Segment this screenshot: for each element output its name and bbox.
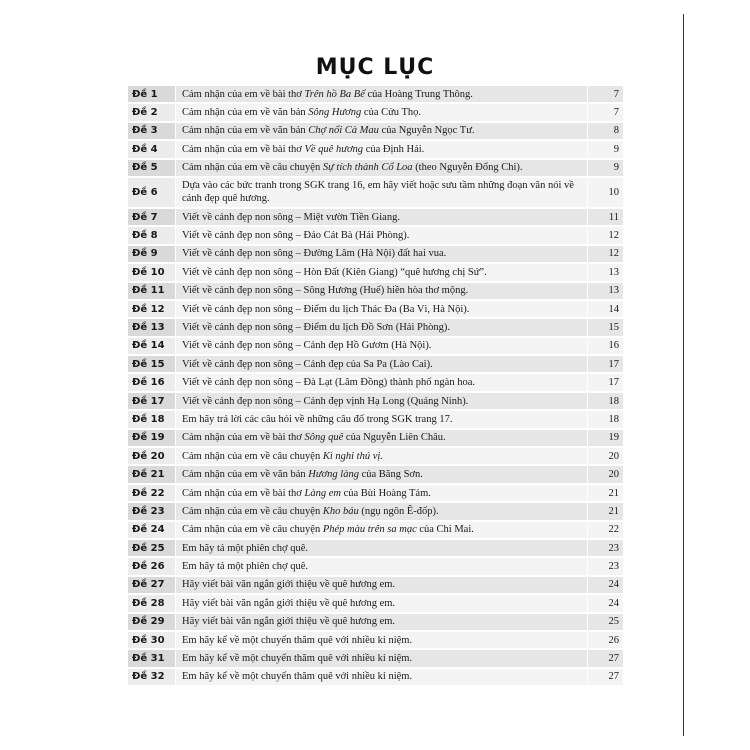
toc-row [128, 448, 624, 466]
toc-label: Đề 23 [128, 503, 176, 519]
toc-row [128, 246, 624, 264]
toc-label: Đề 14 [128, 338, 176, 354]
toc-label: Đề 26 [128, 558, 176, 574]
toc-title-pre: Viết về cảnh đẹp non sông – Hòn Đất (Kiên Giang) “quê hương chị Sứ”. [182, 266, 487, 278]
toc-row [128, 141, 624, 159]
toc-row [128, 466, 624, 484]
toc-page-number: 7 [588, 86, 624, 102]
toc-page-number: 20 [588, 448, 624, 464]
toc-label: Đề 25 [128, 540, 176, 556]
toc-page-number: 16 [588, 338, 624, 354]
toc-title [176, 393, 588, 409]
toc-row [128, 283, 624, 301]
toc-title-text [182, 161, 523, 174]
toc-page-number: 8 [588, 123, 624, 139]
toc-title-text [182, 652, 412, 665]
toc-title-text [182, 143, 424, 156]
toc-label: Đề 24 [128, 522, 176, 538]
toc-title-text [182, 597, 395, 610]
toc-title-text [182, 376, 475, 389]
toc-title-text [182, 124, 475, 137]
toc-title-text [182, 88, 473, 101]
toc-label: Đề 32 [128, 669, 176, 685]
toc-title-pre: Viết về cảnh đẹp non sông – Đường Lâm (Hà Nội) đất hai vua. [182, 248, 447, 260]
toc-title-pre: Viết về cảnh đẹp non sông – Điểm du lịch Đồ Sơn (Hải Phòng). [182, 321, 450, 333]
toc-label: Đề 21 [128, 466, 176, 482]
toc-title-pre: Viết về cảnh đẹp non sông – Cảnh đẹp của Sa Pa (Lào Cai). [182, 358, 433, 370]
toc-row [128, 540, 624, 558]
toc-title [176, 540, 588, 556]
toc-label: Đề 16 [128, 374, 176, 390]
toc-title-text [182, 615, 395, 628]
toc-row [128, 301, 624, 319]
toc-page-number: 25 [588, 614, 624, 630]
toc-title-text [182, 179, 587, 205]
toc-row [128, 227, 624, 245]
toc-title-pre: Cảm nhận của em về câu chuyện [182, 450, 323, 462]
toc-title-text [182, 358, 433, 371]
toc-title-pre: Cảm nhận của em về văn bản [182, 125, 309, 137]
toc-row [128, 264, 624, 282]
toc-row [128, 374, 624, 392]
toc-label: Đề 2 [128, 104, 176, 120]
toc-title-pre: Viết về cảnh đẹp non sông – Miệt vườn Tiền Giang. [182, 211, 400, 223]
toc-page-number: 17 [588, 356, 624, 372]
toc-title [176, 614, 588, 630]
toc-title [176, 485, 588, 501]
toc-title-pre: Cảm nhận của em về câu chuyện [182, 162, 323, 174]
toc-title-post: của Nguyễn Liên Châu. [343, 432, 446, 444]
toc-title [176, 178, 588, 207]
page-title: MỤC LỤC [315, 55, 435, 80]
toc-title-post: của Băng Sơn. [358, 469, 423, 481]
toc-title-text [182, 321, 450, 334]
toc-title-pre: Em hãy kể về một chuyến thăm quê với nhiều kỉ niệm. [182, 653, 413, 665]
toc-title-pre: Em hãy trả lời các câu hỏi về những câu đố trong SGK trang 17. [182, 413, 453, 425]
toc-title-text [182, 523, 474, 536]
toc-title-text [182, 266, 487, 279]
toc-row [128, 160, 624, 178]
toc-label: Đề 6 [128, 178, 176, 207]
toc-row [128, 319, 624, 337]
toc-title [176, 503, 588, 519]
toc-title [176, 123, 588, 139]
toc-title-post: của Bùi Hoàng Tám. [340, 487, 431, 499]
toc-title-pre: Dựa vào các bức tranh trong SGK trang 16, em hãy viết hoặc sưu tầm những đoạn văn nói về cảnh đẹp quê hương. [182, 180, 574, 205]
toc-title-pre: Viết về cảnh đẹp non sông – Sông Hương (Huế) hiền hòa thơ mộng. [182, 285, 469, 297]
toc-title-pre: Em hãy tả một phiên chợ quê. [182, 561, 308, 573]
toc-row [128, 503, 624, 521]
toc-label: Đề 5 [128, 160, 176, 176]
toc-title-text [182, 560, 308, 573]
toc-title-post: (ngụ ngôn Ê-đốp). [358, 505, 439, 517]
toc-title [176, 448, 588, 464]
toc-title-pre: Hãy viết bài văn ngắn giới thiệu về quê hương em. [182, 579, 396, 591]
toc-title [176, 558, 588, 574]
toc-title [176, 430, 588, 446]
toc-title-text [182, 284, 468, 297]
toc-title [176, 160, 588, 176]
toc-label: Đề 4 [128, 141, 176, 157]
toc-page-number: 23 [588, 540, 624, 556]
toc-title-text [182, 106, 421, 119]
toc-title-text [182, 670, 412, 683]
toc-title-italic: Phép màu trên sa mạc [322, 524, 417, 536]
toc-title [176, 209, 588, 225]
toc-page-number: 9 [588, 160, 624, 176]
toc-label: Đề 1 [128, 86, 176, 102]
toc-title [176, 595, 588, 611]
toc-label: Đề 12 [128, 301, 176, 317]
toc-title-pre: Viết về cảnh đẹp non sông – Đảo Cát Bà (Hải Phòng). [182, 230, 410, 242]
toc-title-italic: Về quê hương [304, 143, 364, 155]
toc-page-number: 27 [588, 669, 624, 685]
toc-title-text [182, 487, 431, 500]
toc-row [128, 104, 624, 122]
toc-page-number: 9 [588, 141, 624, 157]
toc-title-pre: Cảm nhận của em về bài thơ [182, 432, 305, 444]
toc-title-italic: Chợ nổi Cà Mau [308, 125, 379, 137]
toc-title-text [182, 431, 446, 444]
toc-row [128, 430, 624, 448]
toc-page-number: 15 [588, 319, 624, 335]
toc-title [176, 669, 588, 685]
toc-title-text [182, 450, 383, 463]
toc-label: Đề 27 [128, 577, 176, 593]
table-of-contents [128, 86, 624, 687]
toc-title [176, 246, 588, 262]
toc-title-pre: Em hãy kể về một chuyến thăm quê với nhiều kỉ niệm. [182, 671, 413, 683]
toc-title-pre: Viết về cảnh đẹp non sông – Cảnh đẹp vịnh Hạ Long (Quảng Ninh). [182, 395, 469, 407]
toc-row [128, 338, 624, 356]
toc-page-number: 24 [588, 577, 624, 593]
toc-title-pre: Viết về cảnh đẹp non sông – Cảnh đẹp Hồ Gươm (Hà Nội). [182, 340, 432, 352]
toc-label: Đề 15 [128, 356, 176, 372]
toc-row [128, 86, 624, 104]
toc-row [128, 209, 624, 227]
toc-page-number: 23 [588, 558, 624, 574]
toc-page-number: 10 [588, 178, 624, 207]
toc-title-pre: Hãy viết bài văn ngắn giới thiệu về quê hương em. [182, 597, 396, 609]
toc-label: Đề 17 [128, 393, 176, 409]
toc-label: Đề 10 [128, 264, 176, 280]
toc-title-text [182, 211, 400, 224]
toc-title-text [182, 505, 439, 518]
toc-row [128, 123, 624, 141]
toc-title [176, 374, 588, 390]
toc-title-text [182, 303, 469, 316]
toc-title [176, 632, 588, 648]
toc-title-pre: Viết về cảnh đẹp non sông – Điểm du lịch Thác Đa (Ba Vì, Hà Nội). [182, 303, 470, 315]
toc-page-number: 24 [588, 595, 624, 611]
toc-title-post: của Nguyễn Ngọc Tư. [378, 125, 475, 137]
toc-title-pre: Em hãy tả một phiên chợ quê. [182, 542, 308, 554]
toc-page-number: 13 [588, 264, 624, 280]
toc-page-number: 20 [588, 466, 624, 482]
toc-title [176, 577, 588, 593]
toc-title-text [182, 634, 412, 647]
toc-title-pre: Cảm nhận của em về văn bản [182, 107, 309, 119]
toc-row [128, 178, 624, 209]
toc-title [176, 650, 588, 666]
toc-page-number: 27 [588, 650, 624, 666]
toc-page-number: 14 [588, 301, 624, 317]
toc-title [176, 86, 588, 102]
toc-page-number: 19 [588, 430, 624, 446]
toc-page-number: 18 [588, 411, 624, 427]
toc-title-pre: Cảm nhận của em về câu chuyện [182, 505, 323, 517]
toc-row [128, 577, 624, 595]
toc-row [128, 595, 624, 613]
toc-page-number: 12 [588, 227, 624, 243]
toc-title-post: của Chi Mai. [416, 524, 474, 536]
page-edge-line [683, 14, 684, 736]
toc-title-pre: Hãy viết bài văn ngắn giới thiệu về quê hương em. [182, 616, 396, 628]
toc-row [128, 522, 624, 540]
toc-row [128, 632, 624, 650]
toc-title [176, 264, 588, 280]
toc-row [128, 411, 624, 429]
toc-label: Đề 3 [128, 123, 176, 139]
toc-title-post: (theo Nguyễn Đổng Chi). [412, 162, 523, 174]
toc-page-number: 18 [588, 393, 624, 409]
toc-title-italic: Sông quê [304, 432, 344, 444]
toc-title-italic: Kho báu [322, 505, 359, 517]
toc-row [128, 558, 624, 576]
toc-title [176, 338, 588, 354]
toc-title-text [182, 229, 409, 242]
toc-label: Đề 13 [128, 319, 176, 335]
toc-title-italic: Trên hồ Ba Bể [304, 88, 365, 100]
toc-title [176, 319, 588, 335]
toc-label: Đề 9 [128, 246, 176, 262]
toc-row [128, 393, 624, 411]
toc-title-pre: Cảm nhận của em về câu chuyện [182, 524, 323, 536]
toc-row [128, 614, 624, 632]
toc-label: Đề 18 [128, 411, 176, 427]
toc-title-pre: Cảm nhận của em về bài thơ [182, 143, 305, 155]
toc-page-number: 13 [588, 283, 624, 299]
toc-title [176, 104, 588, 120]
toc-page-number: 17 [588, 374, 624, 390]
toc-title-italic: Làng em [304, 487, 341, 499]
toc-title-pre: Cảm nhận của em về bài thơ [182, 88, 305, 100]
toc-title [176, 356, 588, 372]
toc-title-pre: Cảm nhận của em về văn bản [182, 469, 309, 481]
toc-label: Đề 31 [128, 650, 176, 666]
toc-title [176, 466, 588, 482]
toc-page-number: 21 [588, 503, 624, 519]
toc-page-number: 11 [588, 209, 624, 225]
toc-title [176, 283, 588, 299]
toc-page-number: 21 [588, 485, 624, 501]
toc-title-text [182, 413, 452, 426]
toc-page-number: 26 [588, 632, 624, 648]
toc-title-italic: Sự tích thành Cổ Loa [322, 162, 413, 174]
toc-label: Đề 8 [128, 227, 176, 243]
toc-title-pre: Em hãy kể về một chuyến thăm quê với nhiều kỉ niệm. [182, 634, 413, 646]
toc-title-italic: Hương làng [308, 469, 359, 481]
toc-title [176, 522, 588, 538]
toc-title-pre: Cảm nhận của em về bài thơ [182, 487, 305, 499]
toc-title-italic: Sông Hương [308, 107, 362, 119]
toc-title-text [182, 395, 468, 408]
toc-label: Đề 22 [128, 485, 176, 501]
toc-title-text [182, 542, 308, 555]
toc-title [176, 141, 588, 157]
toc-title-text [182, 339, 431, 352]
toc-page-number: 12 [588, 246, 624, 262]
toc-label: Đề 20 [128, 448, 176, 464]
toc-title-post: của Cửu Thọ. [361, 107, 422, 119]
toc-title-pre: Viết về cảnh đẹp non sông – Đà Lạt (Lâm Đồng) thành phố ngàn hoa. [182, 377, 476, 389]
toc-label: Đề 19 [128, 430, 176, 446]
toc-title-post: của Hoàng Trung Thông. [364, 88, 473, 100]
toc-row [128, 485, 624, 503]
toc-label: Đề 29 [128, 614, 176, 630]
toc-title-text [182, 247, 446, 260]
toc-title-text [182, 578, 395, 591]
toc-page-number: 7 [588, 104, 624, 120]
toc-title-post: của Định Hải. [363, 143, 425, 155]
toc-row [128, 356, 624, 374]
toc-row [128, 650, 624, 668]
toc-label: Đề 7 [128, 209, 176, 225]
toc-label: Đề 30 [128, 632, 176, 648]
toc-title-italic: Kì nghỉ thú vị. [322, 450, 383, 462]
toc-title-text [182, 468, 423, 481]
toc-title [176, 411, 588, 427]
toc-title [176, 301, 588, 317]
toc-row [128, 669, 624, 687]
toc-label: Đề 11 [128, 283, 176, 299]
toc-page-number: 22 [588, 522, 624, 538]
toc-title [176, 227, 588, 243]
toc-label: Đề 28 [128, 595, 176, 611]
